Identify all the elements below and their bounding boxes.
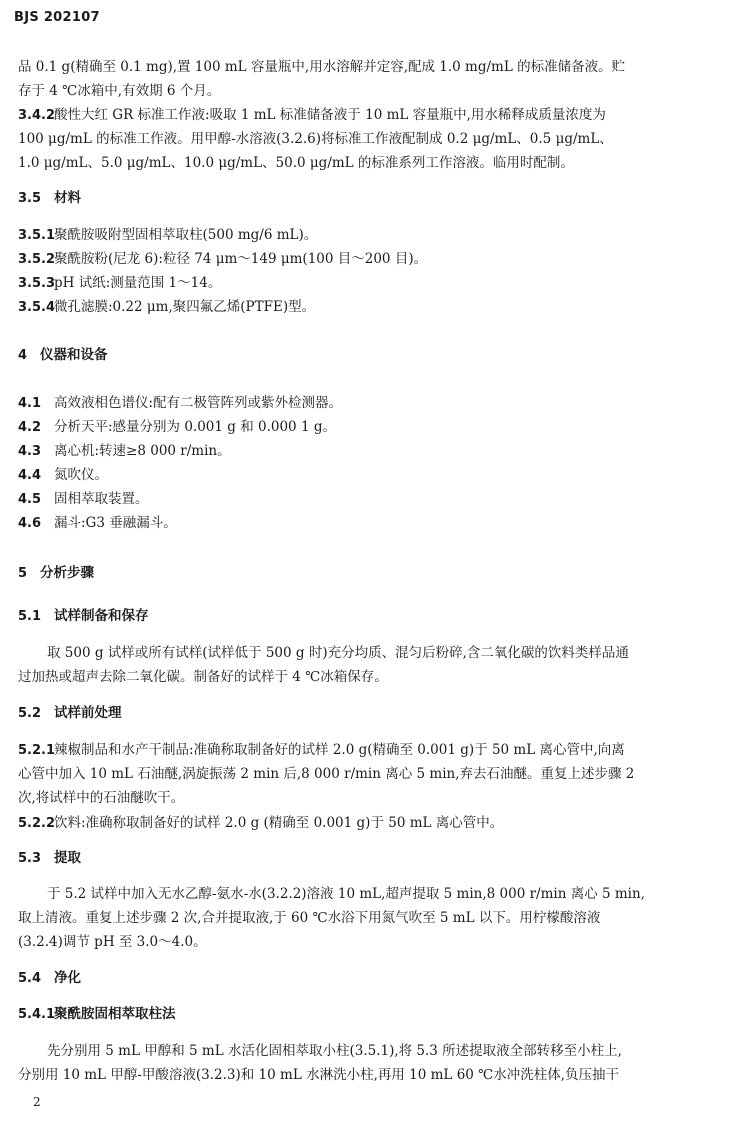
section-title: 试样制备和保存	[54, 608, 149, 624]
document-code-header: BJS 202107	[14, 10, 100, 25]
clause-4-6	[18, 512, 720, 534]
paragraph-line: 次,将试样中的石油醚吹干。	[18, 790, 185, 806]
clause-3-5-3	[18, 272, 720, 294]
clause-text: 微孔滤膜:0.22 μm,聚四氟乙烯(PTFE)型。	[54, 299, 316, 315]
clause-text: 辣椒制品和水产干制品:准确称取制备好的试样 2.0 g(精确至 0.001 g)于 50 mL 离心管中,向离	[54, 742, 625, 758]
section-heading-3-5	[18, 187, 720, 209]
paragraph-line: 过加热或超声去除二氧化碳。制备好的试样于 4 ℃冰箱保存。	[18, 669, 388, 685]
clause-4-4	[18, 464, 720, 486]
paragraph-line: 存于 4 ℃冰箱中,有效期 6 个月。	[18, 83, 221, 99]
clause-text: 酸性大红 GR 标准工作液:吸取 1 mL 标准储备液于 10 mL 容量瓶中,用水稀释成质量浓度为	[54, 107, 606, 123]
section-title: 仪器和设备	[40, 347, 108, 363]
section-heading-5	[18, 562, 720, 584]
paragraph-line: 先分别用 5 mL 甲醇和 5 mL 水活化固相萃取小柱(3.5.1),将 5.3 所述提取液全部转移至小柱上,	[47, 1043, 622, 1059]
section-heading-5-4	[18, 967, 720, 989]
section-heading-5-4-1	[18, 1003, 720, 1025]
section-title: 分析步骤	[40, 565, 94, 581]
clause-text: 聚酰胺粉(尼龙 6):粒径 74 μm～149 μm(100 目～200 目)。	[54, 251, 428, 267]
clause-text: 饮料:准确称取制备好的试样 2.0 g (精确至 0.001 g)于 50 mL 离心管中。	[54, 815, 504, 831]
clause-number: 5.2.2	[18, 816, 56, 831]
clause-number: 3.5.1	[18, 228, 56, 243]
section-title: 材料	[54, 190, 81, 206]
clause-text: 漏斗:G3 垂融漏斗。	[54, 515, 177, 531]
section-number: 3.5	[18, 191, 42, 206]
clause-3-5-4	[18, 296, 720, 318]
clause-4-2	[18, 416, 720, 438]
section-number: 5.3	[18, 851, 42, 866]
section-title: 试样前处理	[54, 705, 122, 721]
clause-number: 4.6	[18, 516, 42, 531]
clause-4-3	[18, 440, 720, 462]
paragraph-line: 取 500 g 试样或所有试样(试样低于 500 g 时)充分均质、混匀后粉碎,含二氧化碳的饮料类样品通	[47, 645, 629, 661]
section-title: 净化	[54, 970, 81, 986]
paragraph-line: 心管中加入 10 mL 石油醚,涡旋振荡 2 min 后,8 000 r/min 离心 5 min,弃去石油醚。重复上述步骤 2	[18, 766, 635, 782]
paragraph-line: 100 μg/mL 的标准工作液。用甲醇-水溶液(3.2.6)将标准工作液配制成 0.2 μg/mL、0.5 μg/mL、	[18, 131, 613, 147]
section-title: 聚酰胺固相萃取柱法	[54, 1006, 176, 1022]
clause-3-5-2	[18, 248, 720, 270]
section-heading-5-2	[18, 702, 720, 724]
clause-number: 3.4.2	[18, 108, 56, 123]
clause-text: 氮吹仪。	[54, 467, 108, 483]
section-number: 5.4	[18, 971, 42, 986]
clause-5-2-2	[18, 812, 720, 834]
clause-number: 4.1	[18, 396, 42, 411]
clause-text: 固相萃取装置。	[54, 491, 149, 507]
clause-3-5-1	[18, 224, 720, 246]
clause-number: 4.3	[18, 444, 42, 459]
section-heading-5-1	[18, 605, 720, 627]
clause-number: 3.5.4	[18, 300, 56, 315]
section-number: 5.1	[18, 609, 42, 624]
paragraph-line: 取上清液。重复上述步骤 2 次,合并提取液,于 60 ℃水浴下用氮气吹至 5 mL 以下。用柠檬酸溶液	[18, 910, 601, 926]
clause-4-1	[18, 392, 720, 414]
clause-number: 3.5.3	[18, 276, 56, 291]
clause-number: 4.4	[18, 468, 42, 483]
section-title: 提取	[54, 850, 81, 866]
section-number: 5.4.1	[18, 1007, 56, 1022]
clause-3-4-2	[18, 104, 720, 126]
section-heading-5-3	[18, 847, 720, 869]
paragraph-line: 分别用 10 mL 甲醇-甲酸溶液(3.2.3)和 10 mL 水淋洗小柱,再用 10 mL 60 ℃水冲洗柱体,负压抽干	[18, 1067, 620, 1083]
section-number: 5.2	[18, 706, 42, 721]
section-number: 5	[18, 566, 28, 581]
clause-text: 聚酰胺吸附型固相萃取柱(500 mg/6 mL)。	[54, 227, 318, 243]
clause-5-2-1	[18, 739, 720, 761]
clause-number: 4.2	[18, 420, 42, 435]
section-heading-4	[18, 344, 720, 366]
clause-number: 5.2.1	[18, 743, 56, 758]
clause-text: 高效液相色谱仪:配有二极管阵列或紫外检测器。	[54, 395, 343, 411]
page-number: 2	[33, 1095, 41, 1109]
clause-4-5	[18, 488, 720, 510]
clause-text: 离心机:转速≥8 000 r/min。	[54, 443, 231, 459]
clause-text: 分析天平:感量分别为 0.001 g 和 0.000 1 g。	[54, 419, 336, 435]
paragraph-line: 品 0.1 g(精确至 0.1 mg),置 100 mL 容量瓶中,用水溶解并定容,配成 1.0 mg/mL 的标准储备液。贮	[18, 59, 626, 75]
clause-number: 4.5	[18, 492, 42, 507]
paragraph-line: 于 5.2 试样中加入无水乙醇-氨水-水(3.2.2)溶液 10 mL,超声提取 5 min,8 000 r/min 离心 5 min,	[47, 886, 645, 902]
paragraph-line: 1.0 μg/mL、5.0 μg/mL、10.0 μg/mL、50.0 μg/mL 的标准系列工作溶液。临用时配制。	[18, 155, 574, 171]
clause-text: pH 试纸:测量范围 1～14。	[54, 275, 222, 291]
clause-number: 3.5.2	[18, 252, 56, 267]
paragraph-line: (3.2.4)调节 pH 至 3.0～4.0。	[18, 934, 207, 950]
section-number: 4	[18, 348, 28, 363]
